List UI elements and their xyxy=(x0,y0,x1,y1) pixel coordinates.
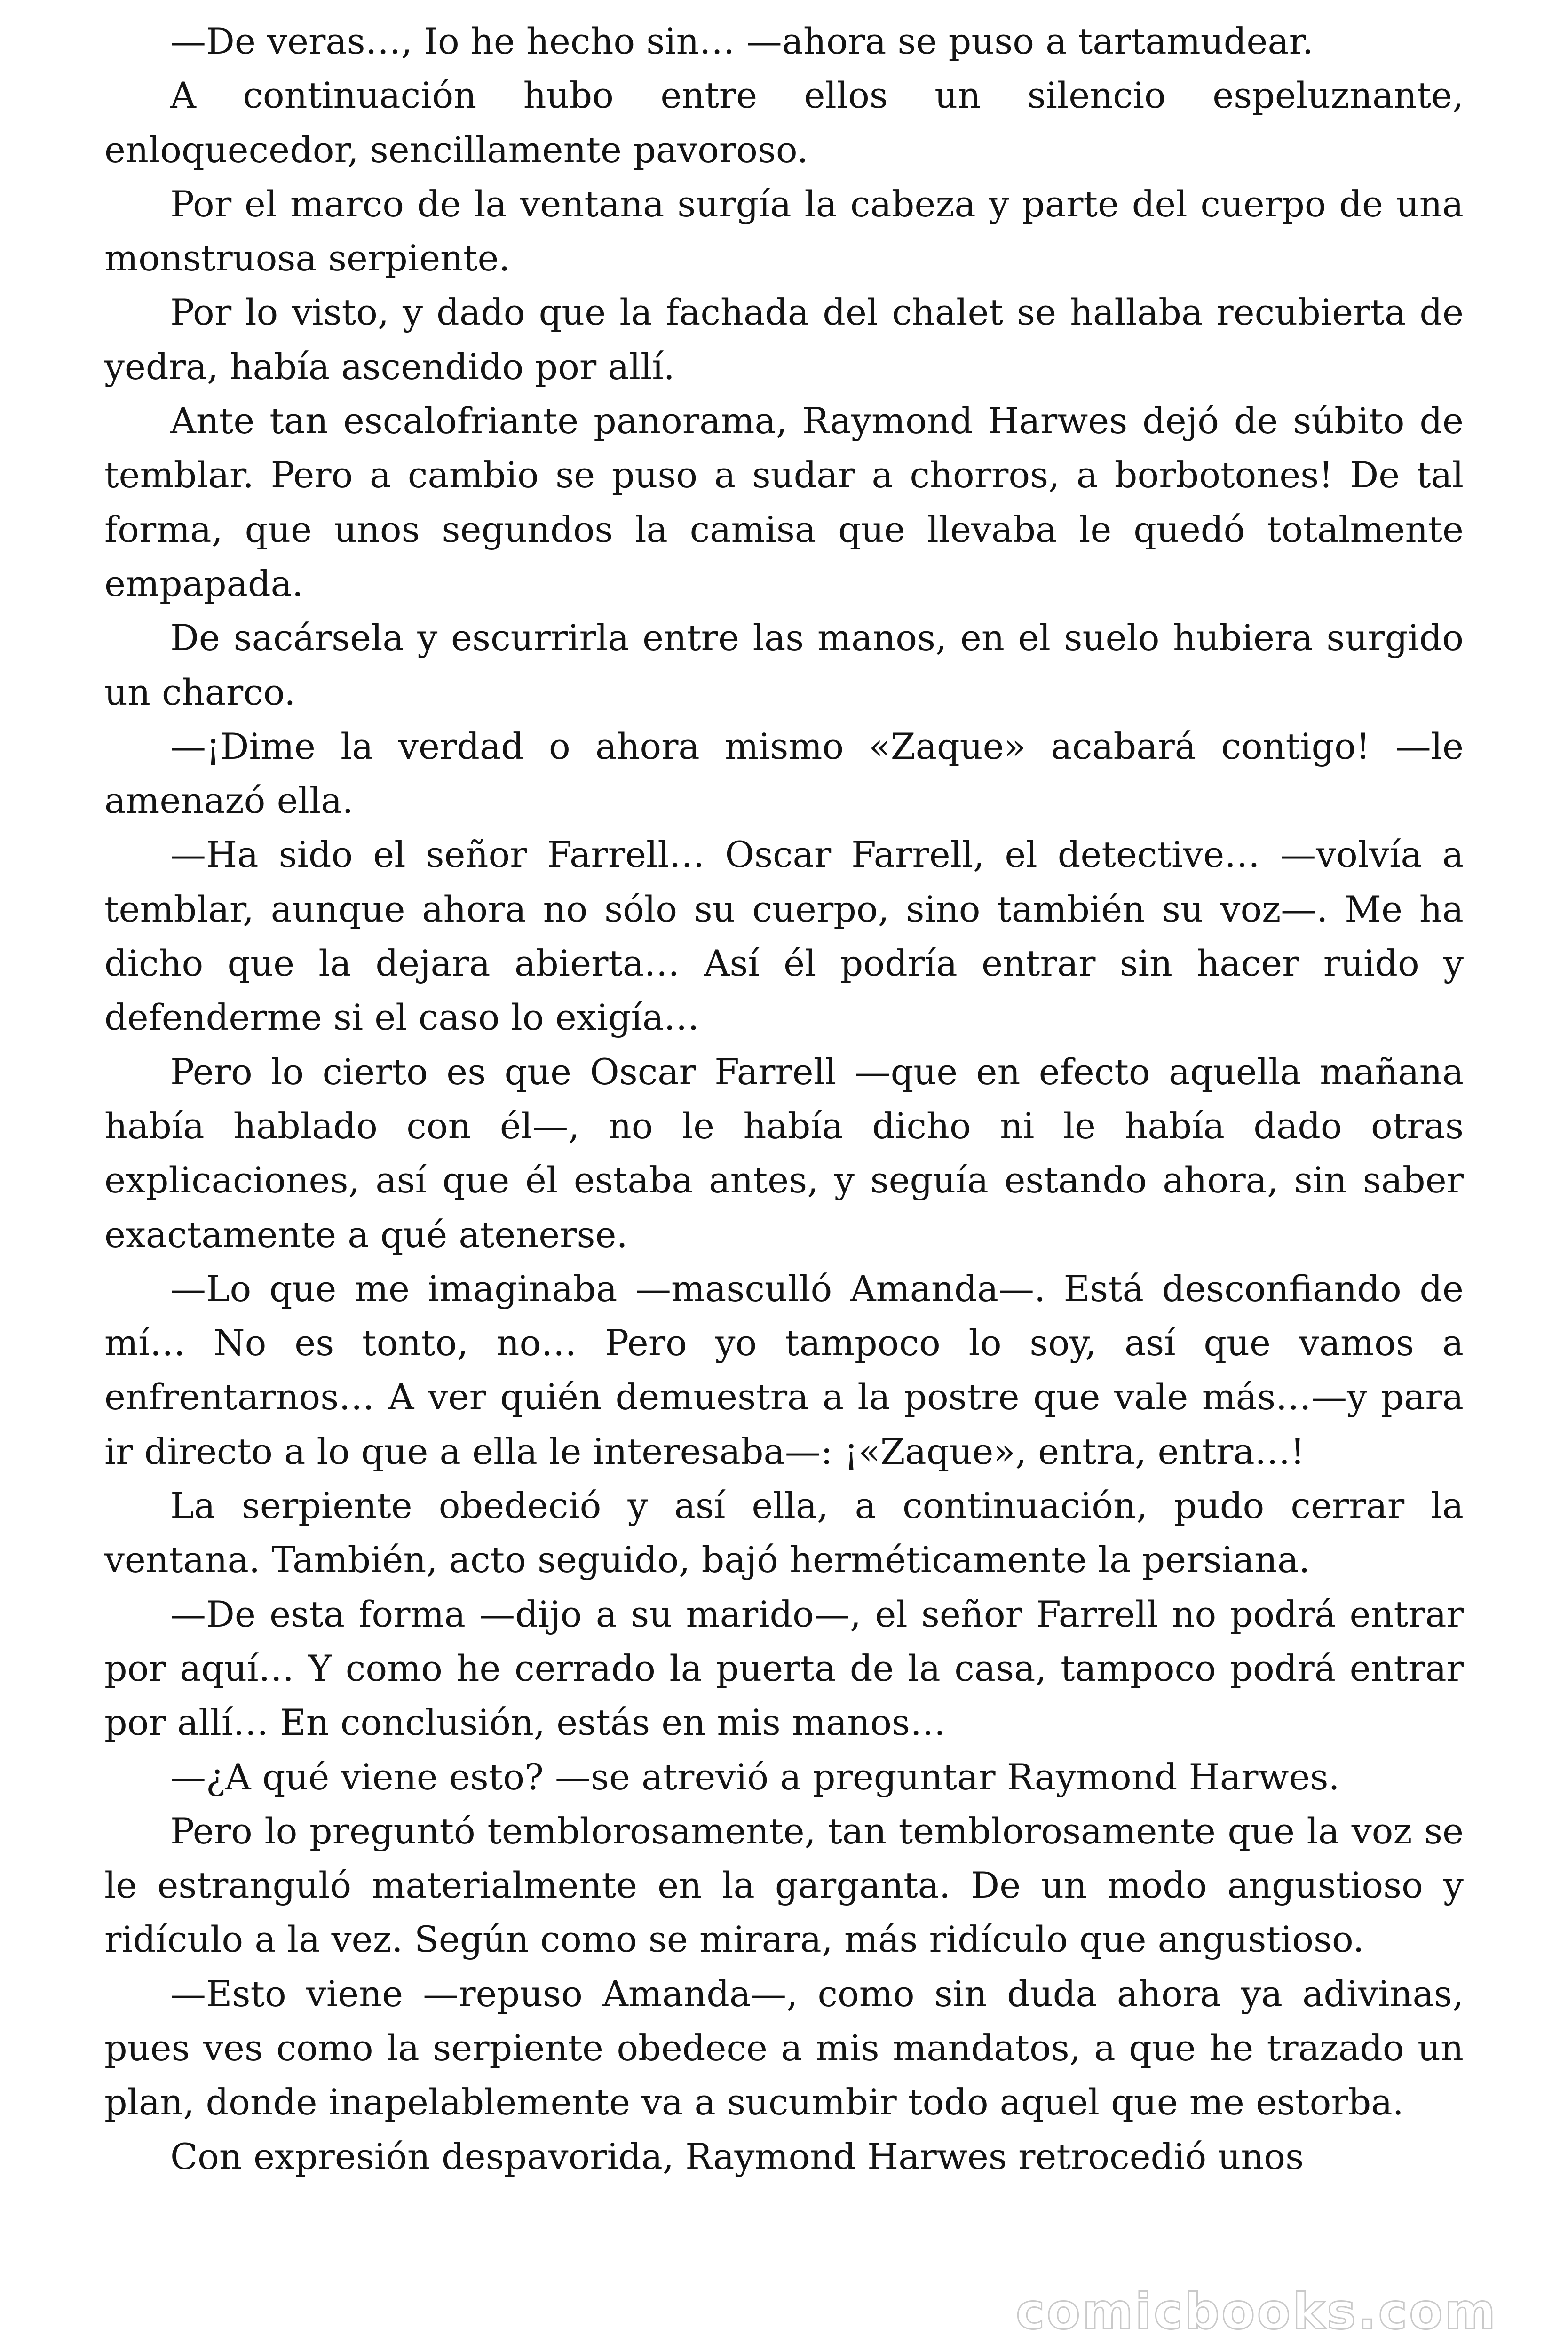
paragraph-14: Pero lo preguntó temblorosamente, tan temblorosamente que la voz se le estranguló materialmente en la garganta. De un modo angustioso y ridículo a la vez. Según como se mirara, más ridículo que angustioso. xyxy=(104,1810,1464,1961)
text-column xyxy=(104,14,1464,2184)
paragraph-9: Pero lo cierto es que Oscar Farrell —que en efecto aquella mañana había hablado con él—, no le había dicho ni le había dado otras explicaciones, así que él estaba antes, y seguía estando ahora, sin saber exactamente a qué atenerse. xyxy=(104,1050,1464,1255)
paragraph-8: —Ha sido el señor Farrell… Oscar Farrell, el detective… —volvía a temblar, aunque ahora no sólo su cuerpo, sino también su voz—. Me ha dicho que la dejara abierta… Así él podría entrar sin hacer ruido y defenderme si el caso lo exigía… xyxy=(104,834,1464,1039)
paragraph-7: —¡Dime la verdad o ahora mismo «Zaque» acabará contigo! —le amenazó ella. xyxy=(104,725,1464,822)
paragraph-1: —De veras…, Io he hecho sin… —ahora se puso a tartamudear. xyxy=(170,20,1314,62)
paragraph-10: —Lo que me imaginaba —masculló Amanda—. Está desconfiando de mí… No es tonto, no… Pero yo tampoco lo soy, así que vamos a enfrentarnos… A ver quién demuestra a la postre que vale más…—y para ir directo a lo que a ella le interesaba—: ¡«Zaque», entra, entra…! xyxy=(104,1267,1464,1472)
watermark: comicbooks.com xyxy=(1015,2283,1497,2340)
paragraph-5: Ante tan escalofriante panorama, Raymond Harwes dejó de súbito de temblar. Pero a cambio se puso a sudar a chorros, a borbotones! De tal forma, que unos segundos la camisa que llevaba le quedó totalmente empapada. xyxy=(104,400,1464,604)
paragraph-13: —¿A qué viene esto? —se atrevió a preguntar Raymond Harwes. xyxy=(170,1756,1340,1798)
paragraph-2: A continuación hubo entre ellos un silencio espeluznante, enloquecedor, sencillamente pavoroso. xyxy=(104,74,1464,171)
paragraph-4: Por lo visto, y dado que la fachada del chalet se hallaba recubierta de yedra, había ascendido por allí. xyxy=(104,291,1464,388)
paragraph-6: De sacársela y escurrirla entre las manos, en el suelo hubiera surgido un charco. xyxy=(104,617,1464,713)
paragraph-12: —De esta forma —dijo a su marido—, el señor Farrell no podrá entrar por aquí… Y como he cerrado la puerta de la casa, tampoco podrá entrar por allí… En conclusión, estás en mis manos… xyxy=(104,1593,1464,1744)
paragraph-11: La serpiente obedeció y así ella, a continuación, pudo cerrar la ventana. También, acto seguido, bajó herméticamente la persiana. xyxy=(104,1485,1464,1581)
paragraph-16: Con expresión despavorida, Raymond Harwes retrocedió unos xyxy=(170,2135,1304,2177)
paragraph-15: —Esto viene —repuso Amanda—, como sin duda ahora ya adivinas, pues ves como la serpiente obedece a mis mandatos, a que he trazado un plan, donde inapelablemente va a sucumbir todo aquel que me estorba. xyxy=(104,1972,1464,2123)
paragraph-3: Por el marco de la ventana surgía la cabeza y parte del cuerpo de una monstruosa serpiente. xyxy=(104,183,1464,279)
